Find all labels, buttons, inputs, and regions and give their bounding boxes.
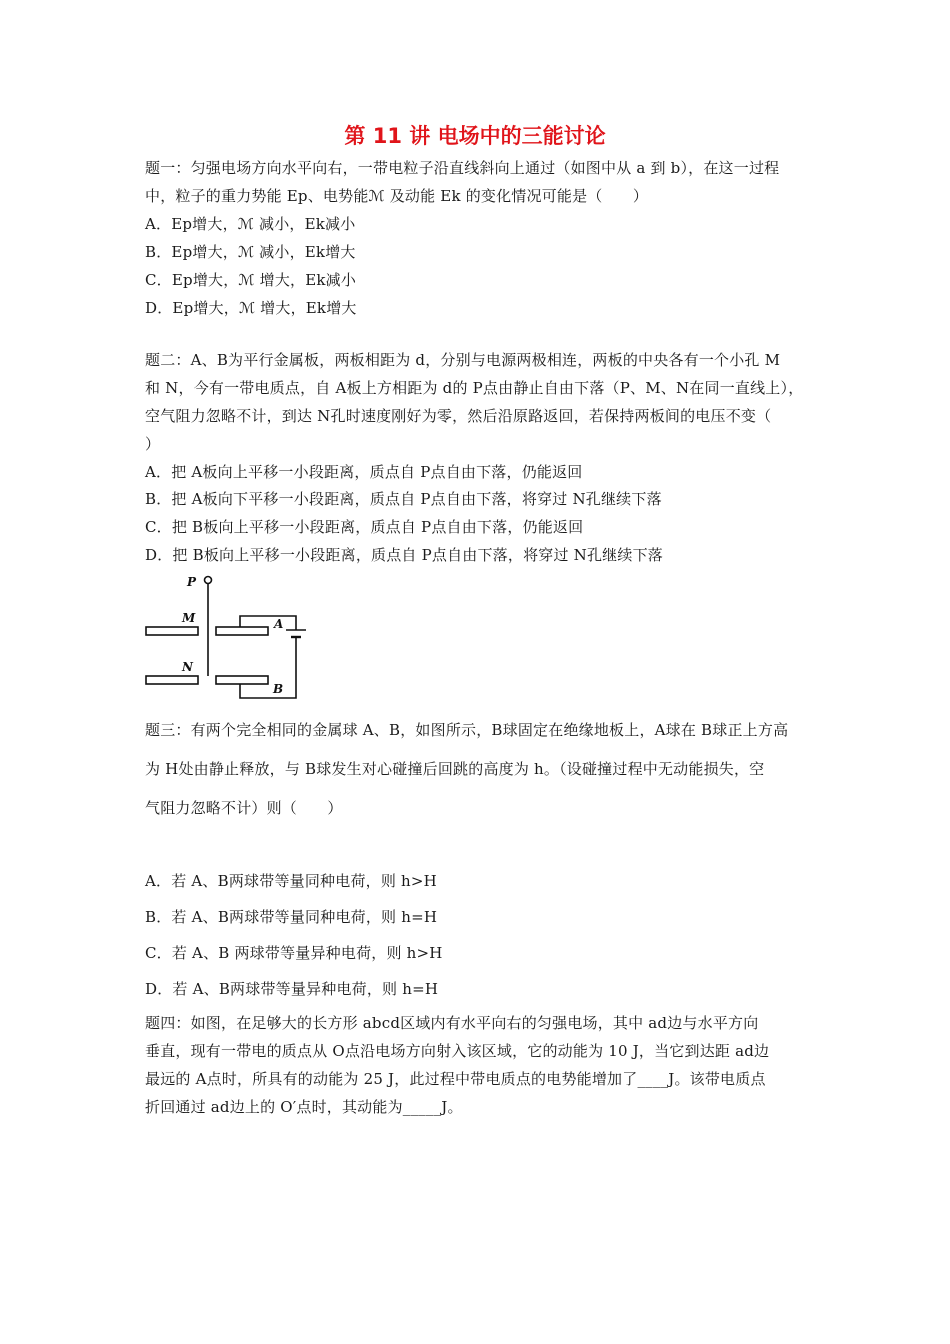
plate-a [216,627,268,635]
q2-stem-line-2: 和 N，今有一带电质点，自 A板上方相距为 d的 P点由静止自由下落（P、M、N在同一直线上）， [145,379,804,397]
q3-option-b: B．若 A、B两球带等量同种电荷，则 h=H [145,908,438,926]
q2-option-c: C．把 B板向上平移一小段距离，质点自 P点自由下落，仍能返回 [145,518,584,536]
q2-stem-line-3: 空气阻力忽略不计，到达 N孔时速度刚好为零，然后沿原路返回，若保持两板间的电压不变（ [145,407,772,425]
q4-stem-line-1: 题四：如图，在足够大的长方形 abcd区域内有水平向右的匀强电场，其中 ad边与水平方向 [145,1014,759,1032]
wire-battery-to-b [240,637,296,698]
q1-stem-line-1: 题一：匀强电场方向水平向右，一带电粒子沿直线斜向上通过（如图中从 a 到 b），在这一过程 [145,159,780,177]
q2-option-d: D．把 B板向上平移一小段距离，质点自 P点自由下落，将穿过 N孔继续下落 [145,546,663,564]
point-p-marker [205,577,212,584]
plate-b [216,676,268,684]
q4-stem-line-2: 垂直，现有一带电的质点从 O点沿电场方向射入该区域，它的动能为 10 J，当它到达距 ad边 [145,1042,770,1060]
q3-option-d: D．若 A、B两球带等量异种电荷，则 h=H [145,980,439,998]
q1-option-d: D．Ep增大，ℳ 增大，Ek增大 [145,299,357,317]
q3-stem-line-1: 题三：有两个完全相同的金属球 A、B，如图所示，B球固定在绝缘地板上，A球在 B球正上方高 [145,721,789,739]
label-n: N [182,660,193,674]
parallel-plate-circuit-figure [140,572,320,702]
q3-stem-line-2: 为 H处由静止释放，与 B球发生对心碰撞后回跳的高度为 h。（设碰撞过程中无动能损失，空 [145,760,765,778]
q1-option-c: C．Ep增大，ℳ 增大，Ek减小 [145,271,357,289]
page-title: 第 11 讲 电场中的三能讨论 [344,124,606,148]
q2-option-a: A．把 A板向上平移一小段距离，质点自 P点自由下落，仍能返回 [145,463,583,481]
label-p: P [187,575,197,589]
label-a: A [274,617,284,631]
q2-stem-line-4: ） [145,435,161,453]
label-m: M [182,611,196,625]
q2-stem-line-1: 题二：A、B为平行金属板，两板相距为 d，分别与电源两极相连，两板的中央各有一个小孔 M [145,351,781,369]
label-b: B [273,682,284,696]
q4-stem-line-3: 最远的 A点时，所具有的动能为 25 J，此过程中带电质点的电势能增加了____J。该带电质点 [145,1070,766,1088]
q1-stem-line-2: 中，粒子的重力势能 Ep、电势能ℳ 及动能 Ek 的变化情况可能是（ ） [145,187,649,205]
plate-m-left [146,627,198,635]
plate-n-left [146,676,198,684]
q2-option-b: B．把 A板向下平移一小段距离，质点自 P点自由下落，将穿过 N孔继续下落 [145,490,662,508]
q1-option-b: B．Ep增大，ℳ 减小，Ek增大 [145,243,356,261]
q1-option-a: A．Ep增大，ℳ 减小，Ek减小 [145,215,356,233]
q3-option-c: C．若 A、B 两球带等量异种电荷，则 h>H [145,944,443,962]
q3-stem-line-3: 气阻力忽略不计）则（ ） [145,799,343,817]
q3-option-a: A．若 A、B两球带等量同种电荷，则 h>H [145,872,437,890]
q4-stem-line-4: 折回通过 ad边上的 O′点时，其动能为_____J。 [145,1098,463,1116]
